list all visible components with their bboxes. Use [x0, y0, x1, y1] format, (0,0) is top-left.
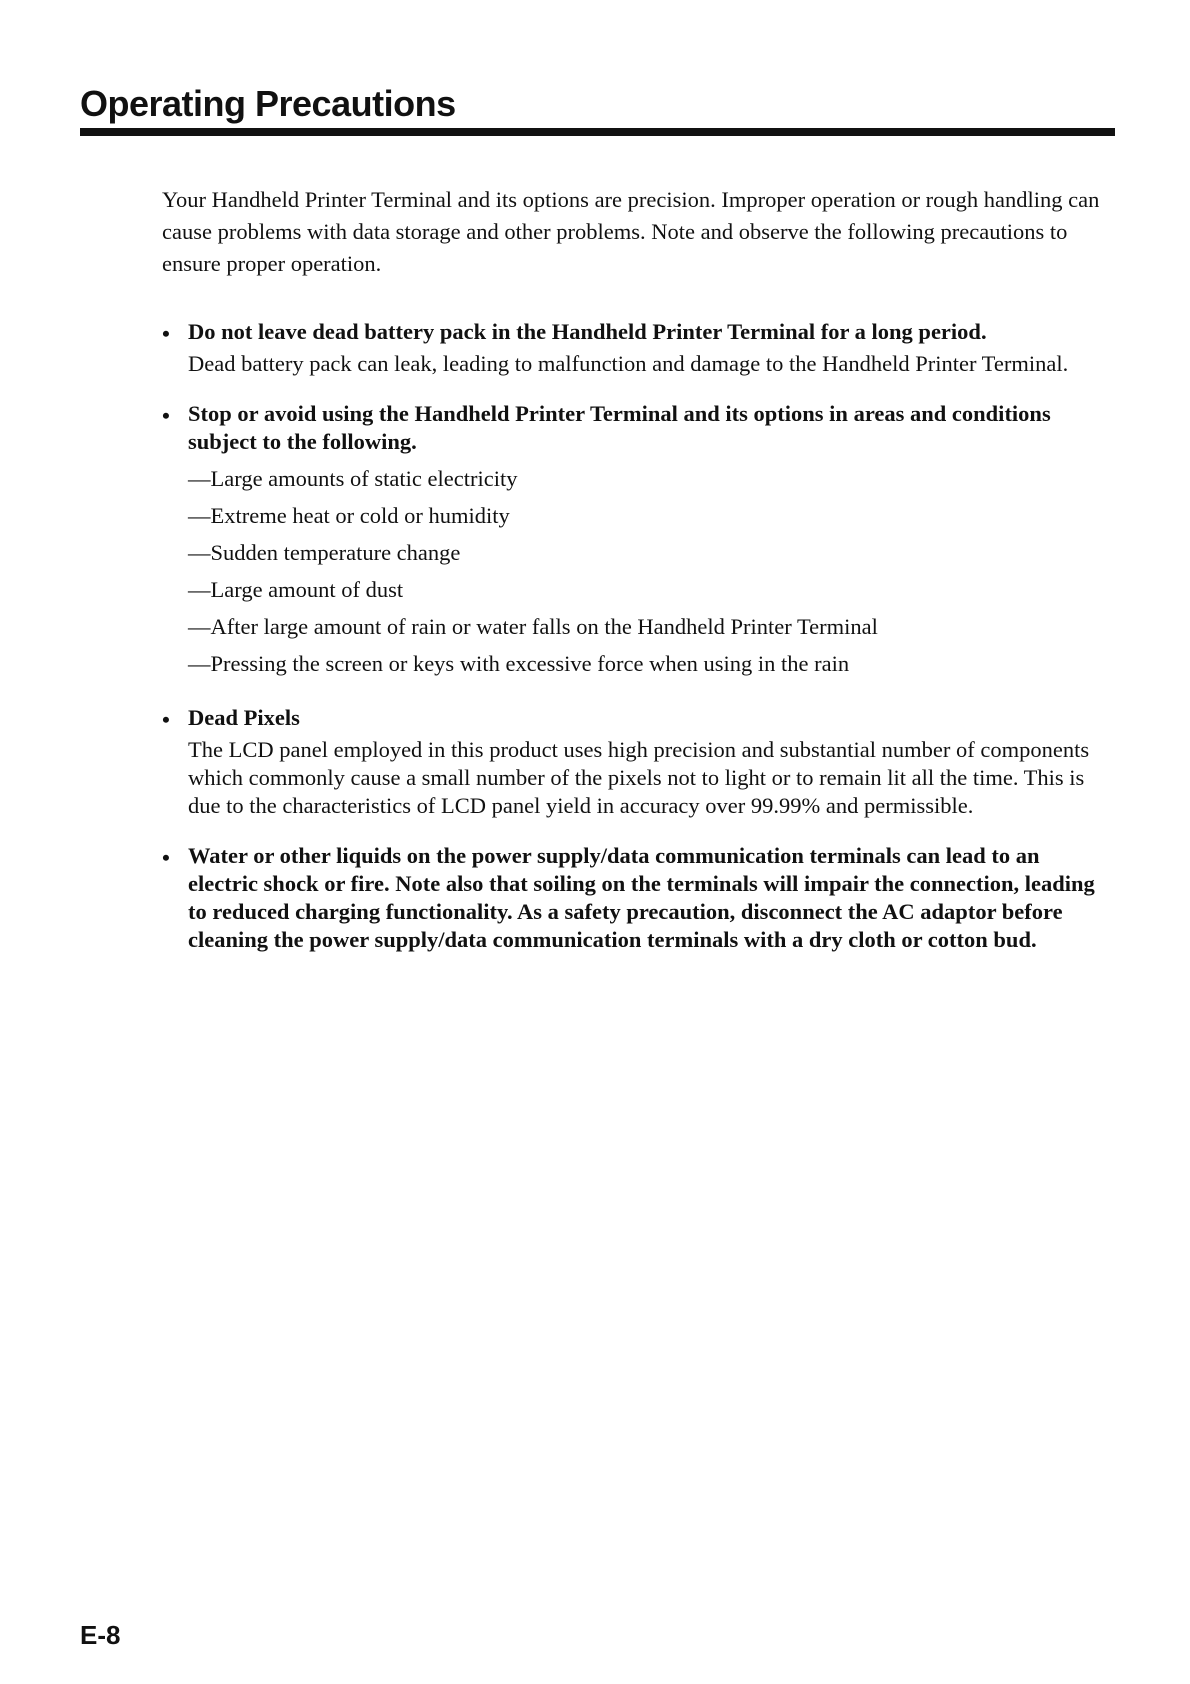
condition-item: [188, 534, 1112, 571]
main-content: [162, 184, 1112, 976]
precaution-heading: Dead Pixels: [188, 705, 300, 730]
condition-item: [188, 608, 1112, 645]
precaution-heading: Stop or avoid using the Handheld Printer Terminal and its options in areas and conditions subject to the following.: [188, 401, 1051, 454]
condition-item: [188, 571, 1112, 608]
condition-item: [188, 497, 1112, 534]
dash-icon: —: [188, 651, 211, 676]
dash-icon: —: [188, 466, 211, 491]
condition-text: Sudden temperature change: [210, 540, 461, 565]
precaution-body: Dead battery pack can leak, leading to malfunction and damage to the Handheld Printer Terminal.: [188, 351, 1069, 376]
precaution-heading: Do not leave dead battery pack in the Handheld Printer Terminal for a long period.: [188, 319, 987, 344]
dash-icon: —: [188, 503, 211, 528]
intro-paragraph: Your Handheld Printer Terminal and its options are precision. Improper operation or rough handling can cause problems with data storage and other problems. Note and observe the following precautions to ensure proper operation.: [162, 187, 1100, 276]
precaution-item-liquids: [162, 842, 1112, 954]
bullet-icon: •: [162, 707, 170, 732]
dash-icon: —: [188, 614, 211, 639]
condition-text: After large amount of rain or water falls on the Handheld Printer Terminal: [210, 614, 878, 639]
title-rule: [80, 128, 1115, 136]
dash-icon: —: [188, 577, 211, 602]
bullet-icon: •: [162, 321, 170, 346]
precaution-item-battery: [162, 318, 1112, 378]
condition-item: [188, 460, 1112, 497]
precaution-heading: Water or other liquids on the power supply/data communication terminals can lead to an electric shock or fire. Note also that soiling on the terminals will impair the connection, leading to reduced charging functionality. As a safety precaution, disconnect the AC adaptor before cleaning the power supply/data communication terminals with a dry cloth or cotton bud.: [188, 843, 1095, 952]
condition-text: Large amount of dust: [210, 577, 404, 602]
condition-text: Large amounts of static electricity: [210, 466, 518, 491]
precaution-item-environment: [162, 400, 1112, 682]
precaution-list: [162, 318, 1112, 954]
page-title: Operating Precautions: [80, 83, 456, 124]
bullet-icon: •: [162, 403, 170, 428]
page-number: E-8: [80, 1620, 121, 1650]
condition-list: [188, 460, 1112, 682]
condition-text: Pressing the screen or keys with excessive force when using in the rain: [210, 651, 850, 676]
condition-text: Extreme heat or cold or humidity: [210, 503, 510, 528]
bullet-icon: •: [162, 845, 170, 870]
condition-item: [188, 645, 1112, 682]
precaution-item-dead-pixels: [162, 704, 1112, 820]
precaution-body: The LCD panel employed in this product uses high precision and substantial number of components which commonly cause a small number of the pixels not to light or to remain lit all the time. This is due to the characteristics of LCD panel yield in accuracy over 99.99% and permissible.: [188, 737, 1090, 818]
dash-icon: —: [188, 540, 211, 565]
